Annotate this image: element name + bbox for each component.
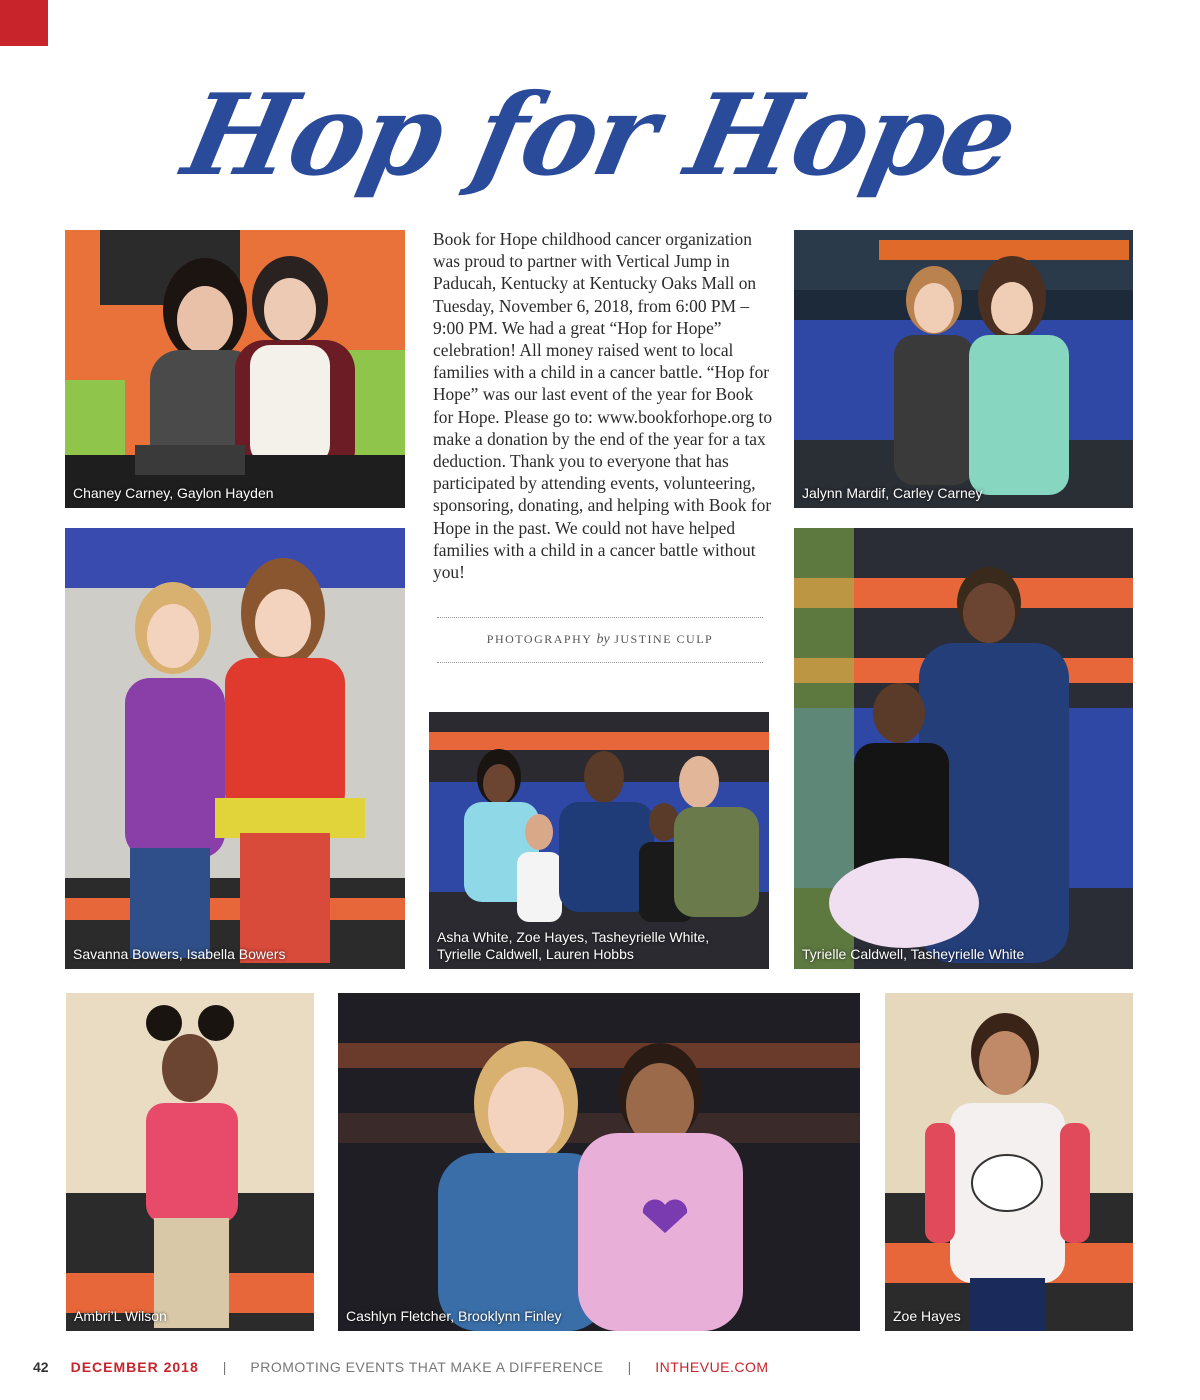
photo-credit-by: by (596, 632, 610, 647)
photo-1-image (65, 230, 405, 508)
photo-5-image (794, 528, 1133, 969)
photo-4-caption (429, 929, 769, 969)
photo-4 (429, 712, 769, 969)
photo-7-caption (338, 1308, 860, 1331)
photo-8-caption-line-1: Zoe Hayes (893, 1308, 961, 1324)
photo-3-image (65, 528, 405, 969)
photo-8-image (885, 993, 1133, 1331)
photo-8-caption (885, 1308, 1133, 1331)
photo-2-image (794, 230, 1133, 508)
page-number: 42 (33, 1359, 49, 1375)
photo-3 (65, 528, 405, 969)
photo-6-image (66, 993, 314, 1331)
photo-2-caption (794, 485, 1133, 508)
photo-3-caption-line-1: Savanna Bowers, Isabella Bowers (73, 946, 286, 962)
credit-divider-top (437, 617, 763, 618)
corner-accent-block (0, 0, 48, 46)
photo-6 (66, 993, 314, 1331)
photo-5 (794, 528, 1133, 969)
credit-divider-bottom (437, 662, 763, 663)
photo-1-caption (65, 485, 405, 508)
page-footer (33, 1359, 1163, 1375)
photo-7-image (338, 993, 860, 1331)
issue-date: DECEMBER 2018 (70, 1359, 199, 1375)
photo-3-caption (65, 946, 405, 969)
photo-1 (65, 230, 405, 508)
photo-2 (794, 230, 1133, 508)
photo-7 (338, 993, 860, 1331)
photo-2-caption-line-1: Jalynn Mardif, Carley Carney (802, 485, 983, 501)
page-title: Hop for Hope (173, 70, 1027, 201)
photo-6-caption (66, 1308, 314, 1331)
photo-8 (885, 993, 1133, 1331)
photo-6-caption-line-1: Ambri’L Wilson (74, 1308, 167, 1324)
photo-credit (437, 632, 763, 648)
footer-website-link[interactable]: INTHEVUE.COM (655, 1359, 769, 1375)
photo-5-caption-line-1: Tyrielle Caldwell, Tasheyrielle White (802, 946, 1025, 962)
photo-credit-name: JUSTINE CULP (614, 632, 714, 646)
photo-7-caption-line-1: Cashlyn Fletcher, Brooklynn Finley (346, 1308, 562, 1324)
photo-5-caption (794, 946, 1133, 969)
article-body: Book for Hope childhood cancer organization was proud to partner with Vertical Jump in Paducah, Kentucky at Kentucky Oaks Mall on Tuesday, November 6, 2018, from 6:00 PM – 9:00 PM. We had a great “Hop for Hope” celebration! All money raised went to local families with a child in a cancer battle. “Hop for Hope” was our last event of the year for Book for Hope. Please go to: www.bookforhope.org to make a donation by the end of the year for a tax deduction. Thank you to everyone that has participated by attending events, volunteering, sponsoring, donating, and helping with Book for Hope in the past. We could not have helped families with a child in a cancer battle without you! (433, 229, 773, 583)
footer-separator-2: | (627, 1359, 632, 1375)
photo-4-caption-line-1: Asha White, Zoe Hayes, Tasheyrielle White, (437, 929, 710, 945)
photo-1-caption-line-1: Chaney Carney, Gaylon Hayden (73, 485, 274, 501)
footer-separator-1: | (222, 1359, 227, 1375)
photo-4-caption-line-2: Tyrielle Caldwell, Lauren Hobbs (437, 946, 634, 962)
footer-tagline: PROMOTING EVENTS THAT MAKE A DIFFERENCE (250, 1359, 604, 1375)
photo-credit-prefix: PHOTOGRAPHY (486, 632, 592, 646)
